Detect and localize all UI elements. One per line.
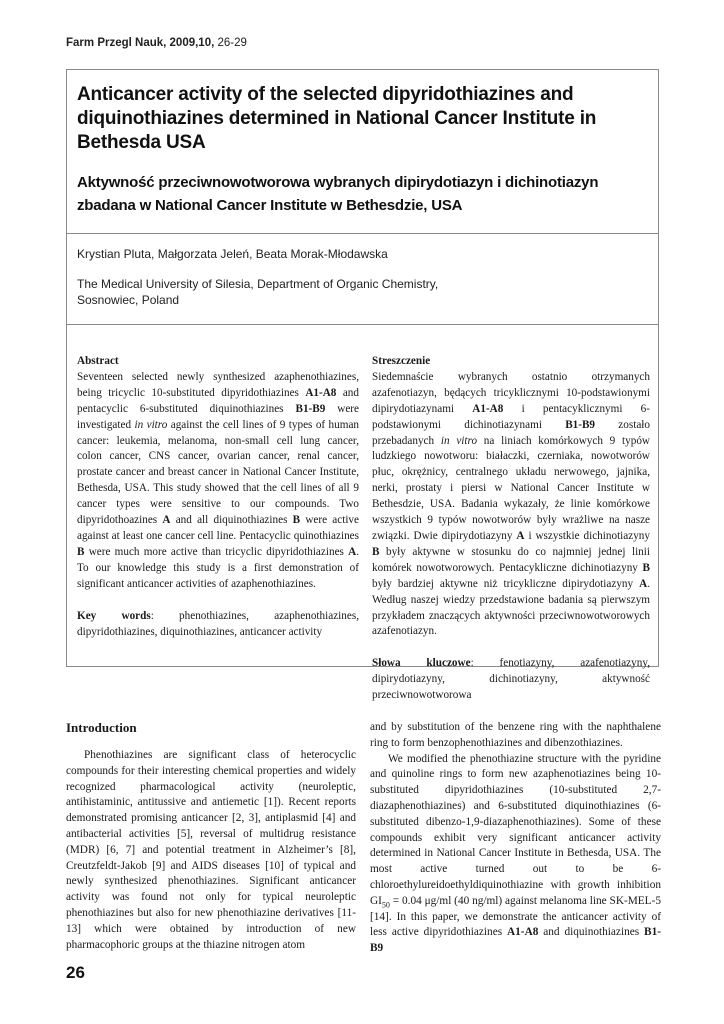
article-header-frame — [66, 69, 659, 702]
journal-pages: 26-29 — [217, 37, 247, 49]
subscript: 50 — [381, 900, 390, 910]
keywords-text: : phenothiazines, azaphenothiazines, dipyridothiazines, diquinothiazines, anticancer activity — [77, 609, 359, 638]
journal-citation — [66, 37, 247, 49]
text-run: Seventeen selected newly synthesized azaphenothiazines, being tricyclic 10-substituted dipyridothiazines — [77, 370, 359, 399]
text-run: . Według naszej wiedzy przedstawione badania są pierwszym przykładem znaczących aktywności przeciwnowotworowych azafenotiazyn. — [372, 577, 650, 638]
journal-name: Farm Przegl Nauk, 2009,10, — [66, 37, 215, 49]
title-polish: Aktywność przeciwnowotworowa wybranych dipirydotiazyn i dichinotiazyn zbadana w National Cancer Institute w Bethesdzie, USA — [77, 174, 599, 214]
title-english: Anticancer activity of the selected dipyridothiazines and diquinothiazines determined in National Cancer Institute in Bethesda USA — [77, 84, 597, 153]
keywords — [77, 609, 359, 641]
keywords — [372, 656, 650, 704]
compound-label: B — [642, 561, 650, 574]
text-run: . To our knowledge this study is a first demonstration of significant anticancer activities of azaphenothiazines. — [77, 545, 359, 590]
compound-label: A — [348, 545, 357, 558]
text-run: i pentacyklicznymi 6-podstawionymi dichinotiazynami — [372, 402, 650, 431]
page-number: 26 — [66, 963, 85, 982]
text-run: and all diquinothiazines — [170, 514, 293, 527]
abstract-text — [77, 370, 359, 593]
compound-label: A — [639, 577, 648, 590]
compound-label: A — [162, 514, 171, 527]
text-run: were investigated — [77, 402, 359, 431]
text-run: and diquinothiazines — [538, 926, 645, 939]
paragraph — [370, 752, 661, 957]
compound-label: B — [292, 514, 301, 527]
text-run: i wszystkie dichinotiazyny — [524, 529, 650, 542]
compound-label: B — [77, 545, 85, 558]
affiliation: The Medical University of Silesia, Department of Organic Chemistry, Sosnowiec, Poland — [77, 277, 439, 307]
text-run: were much more active than tricyclic dipyridothiazines — [84, 545, 349, 558]
compound-label: B1-B9 — [565, 418, 596, 431]
text-run: Siedemnaście wybranych ostatnio otrzymanych azafenotiazyn, będących tricyklicznymi 10-podstawionymi dipirydotiazynami — [372, 370, 650, 415]
text-run: against the cell lines of 9 types of human cancer: leukemia, melanoma, non-small cell lung cancer, colon cancer, CNS cancer, ovarian cancer, renal cancer, prostate cancer and breast cancer in National Cancer Institute, Bethesda, USA. This study showed that the cell lines of all 9 cancer types were sensitive to our compounds. Two dipyridothoazines — [77, 418, 360, 527]
abstract-english — [77, 354, 359, 640]
body-column-right — [370, 720, 661, 957]
text-run: were active against at least one cancer cell line. Pentacyclic quinothiazines — [77, 514, 359, 542]
abstract-heading: Streszczenie — [372, 355, 431, 367]
italic-term: in vitro — [134, 418, 168, 431]
text-run: zostało przebadanych — [372, 418, 650, 447]
compound-label: A1-A8 — [305, 386, 337, 399]
abstract-heading: Abstract — [77, 355, 119, 367]
body-column-left — [66, 720, 356, 953]
compound-label: B — [372, 545, 380, 558]
authors: Krystian Pluta, Małgorzata Jeleń, Beata Morak-Młodawska — [77, 247, 388, 261]
divider — [67, 324, 658, 325]
abstract-text — [372, 370, 650, 640]
text-run: We modified the phenothiazine structure with the pyridine and quinoline rings to form new azaphenotiazines being 10-substituted dipyridothiazines (10-substituted 2,7-diazaphenothiazines) and 6-substituted diquinothiazines (6-substituted dibenzo-1,9-diazaphenothiazines). Some of these compounds exhibit very significant anticancer activity determined in National Cancer Institute in Bethesda, USA. The most active turned out to be 6-chloroethylureidoethyldiquinothiazine with growth inhibition GI — [370, 752, 661, 907]
divider — [67, 233, 658, 234]
italic-term: in vitro — [440, 434, 478, 447]
compound-label: A1-A8 — [507, 926, 539, 939]
text-run: na liniach komórkowych 9 typów ludzkiego nowotworu: białaczki, czerniaka, nowotworów płuc, okrężnicy, centralnego układu nerwowego, jajnika, nerki, prostaty i piersi w National Cancer Institute w Bethesdzie, USA. Badania wykazały, że linie komórkowe wszystkich 9 typów nowotworów były wrażliwe na nasze związki. Dwie dipirydotiazyny — [372, 434, 650, 542]
keywords-text: : fenotiazyny, azafenotiazyny, dipirydotiazyny, dichinotiazyny, aktywność przeciwnowotworowa — [372, 657, 650, 702]
keywords-label: Słowa kluczowe — [372, 657, 471, 670]
paragraph: Phenothiazines are significant class of heterocyclic compounds for their interesting chemical properties and widely recognized pharmacological activity (neuroleptic, antihistaminic, antitussive and antiemetic [1]). Recent reports demonstrated promising anticancer [2, 3], antiplasmid [4] and antibacterial activities [5], reversal of multidrug resistance (MDR) [6, 7] and potential treatment in Alzheimer’s [8], Creutzfeldt-Jakob [9] and AIDS diseases [10] of typical and newly synthesized phenothiazines. Significant anticancer activity was found not only for typical neuroleptic phenothiazines but also for new phenothiazine derivatives [11-13] which were obtained by introduction of new pharmacophoric groups at the thiazine nitrogen atom — [66, 749, 356, 951]
abstract-polish — [372, 354, 650, 704]
text-run: = 0.04 μg/ml (40 ng/ml) against melanoma line SK-MEL-5 [14]. In this paper, we demonstrate the anticancer activity of less active dipyridothiazines — [370, 894, 661, 939]
text-run: były aktywne w stosunku do co najmniej jednej linii komórek nowotworowych. Pentacykliczne dichinotiazyny — [372, 545, 650, 574]
section-heading: Introduction — [66, 720, 137, 735]
text-run: były bardziej aktywne niż tricykliczne dipirydotiazyny — [372, 577, 640, 590]
compound-label: B1-B9 — [370, 926, 661, 955]
paragraph: and by substitution of the benzene ring with the naphthalene ring to form benzophenothiazines and dibenzothiazines. — [370, 721, 661, 749]
compound-label: A — [516, 529, 525, 542]
compound-label: B1-B9 — [295, 402, 326, 415]
text-run: and pentacyclic 6-substituted diquinothiazines — [77, 386, 359, 415]
keywords-label: Key words — [77, 609, 151, 622]
compound-label: A1-A8 — [472, 402, 504, 415]
